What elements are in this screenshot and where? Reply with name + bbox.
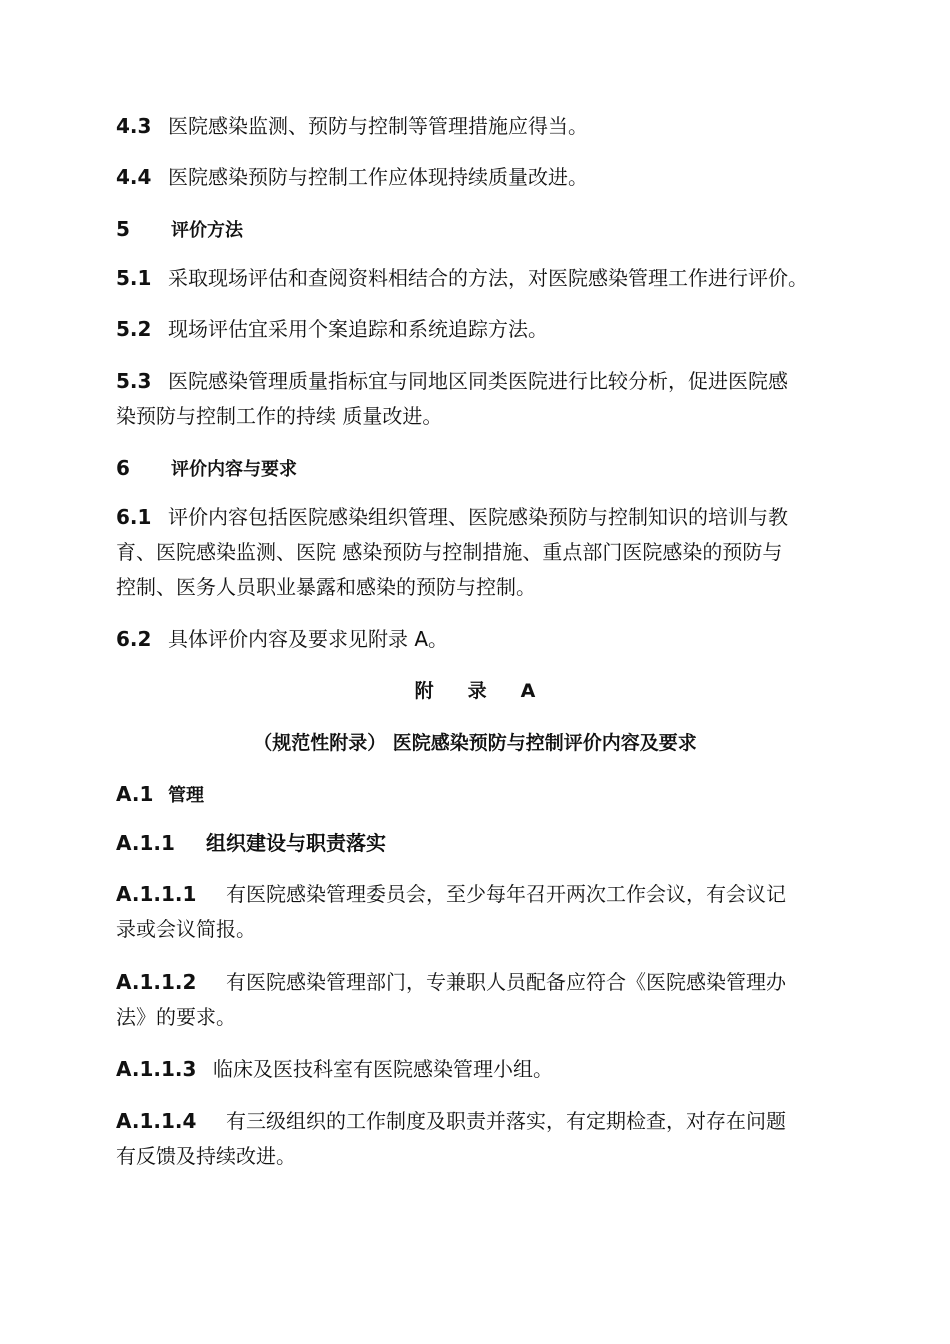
- clause-number: A.1.1.2: [116, 970, 197, 994]
- clause-text: 临床及医技科室有医院感染管理小组。: [213, 1057, 553, 1081]
- section-number: 5: [116, 217, 130, 241]
- clause-text: 有医院感染管理委员会，至少每年召开两次工作会议，有会议记: [226, 882, 786, 906]
- section-number: A.1.1: [116, 831, 175, 855]
- clause-text: 染预防与控制工作的持续 质量改进。: [116, 404, 443, 428]
- appendix-subtitle: （规范性附录） 医院感染预防与控制评价内容及要求: [253, 732, 697, 754]
- clause-5-3-line-1: [116, 364, 846, 399]
- appendix-title-char: A: [520, 680, 536, 702]
- clause-text: 控制、医务人员职业暴露和感染的预防与控制。: [116, 575, 536, 599]
- appendix-title-char: 录: [467, 680, 487, 702]
- section-number: 6: [116, 456, 130, 480]
- clause-5-2: [116, 312, 846, 347]
- clause-text: 法》的要求。: [116, 1005, 236, 1029]
- appendix-title: [0, 674, 950, 709]
- appendix-a1-heading: [116, 777, 846, 813]
- clause-number: A.1.1.4: [116, 1109, 197, 1133]
- clause-a1-1-4-line-2: [116, 1139, 846, 1174]
- clause-4-4: [116, 160, 846, 195]
- section-title: 管理: [168, 785, 204, 806]
- clause-text: 录或会议简报。: [116, 917, 256, 941]
- clause-text: 医院感染预防与控制工作应体现持续质量改进。: [168, 165, 588, 189]
- clause-text: 有反馈及持续改进。: [116, 1144, 296, 1168]
- section-5-heading: [116, 212, 846, 248]
- clause-text: 具体评价内容及要求见附录 A。: [168, 627, 449, 651]
- clause-5-1: [116, 261, 846, 296]
- clause-text: 评价内容包括医院感染组织管理、医院感染预防与控制知识的培训与教: [168, 505, 788, 529]
- clause-6-1-line-2: [116, 535, 846, 570]
- clause-a1-1-1-line-2: [116, 912, 846, 947]
- clause-text: 医院感染管理质量指标宜与同地区同类医院进行比较分析，促进医院感: [168, 369, 788, 393]
- appendix-title-char: 附: [414, 680, 434, 702]
- clause-text: 医院感染监测、预防与控制等管理措施应得当。: [168, 114, 588, 138]
- section-title: 评价内容与要求: [171, 459, 297, 480]
- clause-text: 有医院感染管理部门，专兼职人员配备应符合《医院感染管理办: [226, 970, 786, 994]
- clause-number: A.1.1.3: [116, 1057, 197, 1081]
- section-title: 评价方法: [171, 220, 243, 241]
- clause-text: 采取现场评估和查阅资料相结合的方法，对医院感染管理工作进行评价。: [168, 266, 808, 290]
- clause-number: 4.4: [116, 165, 152, 189]
- clause-text: 现场评估宜采用个案追踪和系统追踪方法。: [168, 317, 548, 341]
- clause-a1-1-2-line-2: [116, 1000, 846, 1035]
- clause-a1-1-1-line-1: [116, 877, 846, 912]
- clause-a1-1-3: [116, 1052, 846, 1087]
- clause-number: 5.3: [116, 369, 152, 393]
- clause-a1-1-2-line-1: [116, 965, 846, 1000]
- clause-number: 6.2: [116, 627, 152, 651]
- appendix-a1-1-heading: [116, 826, 846, 861]
- clause-text: 有三级组织的工作制度及职责并落实，有定期检查，对存在问题: [226, 1109, 786, 1133]
- clause-text: 育、医院感染监测、医院 感染预防与控制措施、重点部门医院感染的预防与: [116, 540, 783, 564]
- clause-a1-1-4-line-1: [116, 1104, 846, 1139]
- clause-6-2: [116, 622, 846, 657]
- clause-number: A.1.1.1: [116, 882, 197, 906]
- section-6-heading: [116, 451, 846, 487]
- clause-number: 4.3: [116, 114, 152, 138]
- clause-number: 5.2: [116, 317, 152, 341]
- section-number: A.1: [116, 782, 154, 806]
- clause-6-1-line-3: [116, 570, 846, 605]
- clause-number: 6.1: [116, 505, 152, 529]
- clause-5-3-line-2: [116, 399, 846, 434]
- clause-6-1-line-1: [116, 500, 846, 535]
- section-title: 组织建设与职责落实: [206, 831, 386, 855]
- clause-number: 5.1: [116, 266, 152, 290]
- clause-4-3: [116, 109, 846, 144]
